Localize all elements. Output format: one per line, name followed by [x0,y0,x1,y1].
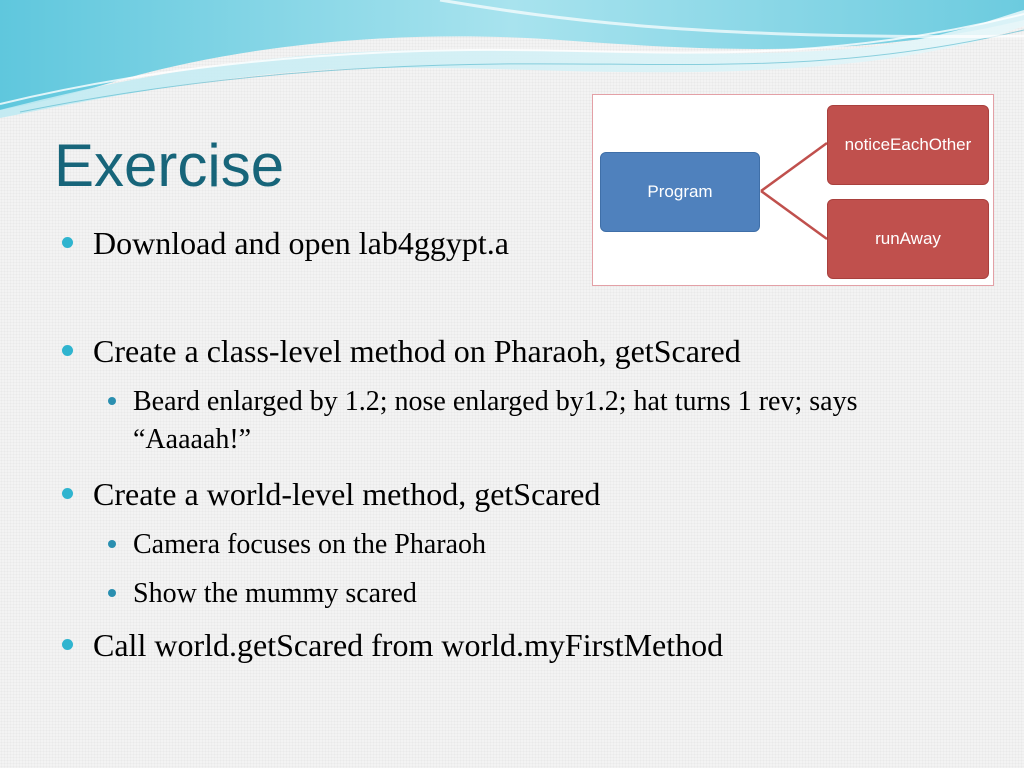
sub-bullet-text: Show the mummy scared [133,578,417,609]
notice-each-other-node: noticeEachOther [827,105,989,185]
sub-bullet-text: Camera focuses on the Pharaoh [133,529,486,560]
run-away-node: runAway [827,199,989,279]
bullet-text: Call world.getScared from world.myFirstMethod [93,627,724,663]
sub-bullet-text: Beard enlarged by 1.2; nose enlarged by1.2; hat turns 1 rev; says “Aaaaah!” [133,386,858,455]
bullet-text: Create a world-level method, getScared [93,476,601,512]
sub-bullet-dot-icon [108,397,116,405]
sub-bullet-dot-icon [108,540,116,548]
bullet-text: Download and open lab4ggypt.a [93,225,509,261]
bullet-dot-icon [62,639,73,650]
bullet-dot-icon [62,345,73,356]
bullet-dot-icon [62,488,73,499]
bullet-text: Create a class-level method on Pharaoh, getScared [93,333,741,369]
method-diagram [592,94,994,286]
sub-bullet-dot-icon [108,589,116,597]
bullet-dot-icon [62,237,73,248]
slide-title: Exercise [54,132,285,199]
program-node: Program [600,152,760,232]
